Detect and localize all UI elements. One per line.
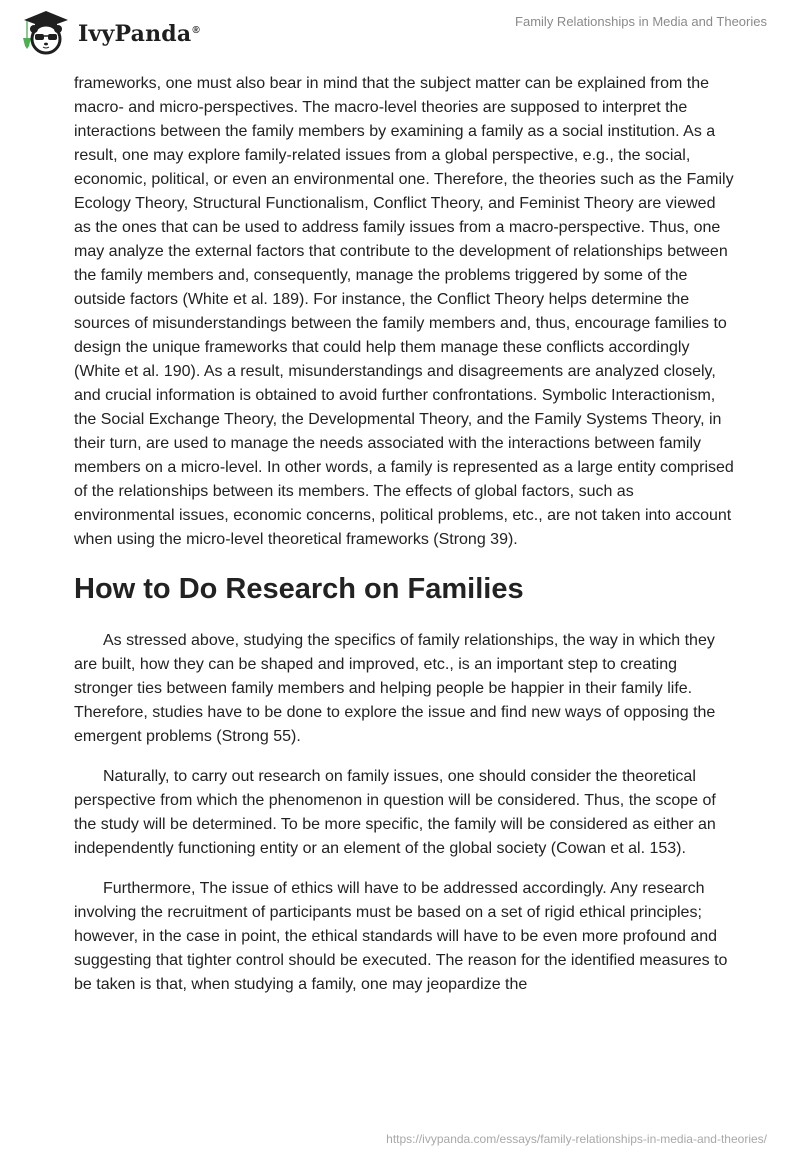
panda-graduate-logo-icon bbox=[18, 8, 74, 56]
page-header bbox=[0, 0, 800, 60]
ivypanda-logo-link[interactable] bbox=[18, 8, 200, 56]
brand-name: IvyPanda® bbox=[78, 21, 200, 47]
section-heading: How to Do Research on Families bbox=[74, 573, 524, 605]
intro-paragraph: frameworks, one must also bear in mind that the subject matter can be explained from the macro- and micro-perspectives. The macro-level theories are supposed to interpret the interactions between the family members by examining a family as a social institution. As a result, one may explore family-related issues from a global perspective, e.g., the social, economic, political, or even an environmental one. Therefore, the theories such as the Family Ecology Theory, Structural Functionalism, Conflict Theory, and Feminist Theory are viewed as the ones that can be used to address family issues from a macro-perspective. Thus, one may analyze the external factors that contribute to the development of relationships between the family members and, consequently, manage the problems triggered by some of the outside factors (White et al. 189). For instance, the Conflict Theory helps determine the sources of misunderstandings between the family members and, thus, encourage families to design the unique frameworks that could help them manage these conflicts accordingly (White et al. 190). As a result, misunderstandings and disagreements are analyzed closely, and crucial information is obtained to avoid further confrontations. Symbolic Interactionism, the Social Exchange Theory, the Developmental Theory, and the Family Systems Theory, in their turn, are used to manage the needs associated with the interactions between family members on a micro-level. In other words, a family is represented as a large entity comprised of the relationships between its members. The effects of global factors, such as environmental issues, economic concerns, political problems, etc., are not taken into account when using the micro-level theoretical frameworks (Strong 39). bbox=[74, 75, 734, 548]
source-url-link[interactable]: https://ivypanda.com/essays/family-relationships-in-media-and-theories/ bbox=[386, 1132, 767, 1146]
body-paragraph-2: Naturally, to carry out research on family issues, one should consider the theoretical perspective from which the phenomenon in question will be considered. Thus, the scope of the study will be determined. To be more specific, the family will be considered as either an independently functioning entity or an element of the global society (Cowan et al. 153). bbox=[74, 768, 716, 857]
registered-mark: ® bbox=[192, 24, 200, 36]
body-paragraph-1: As stressed above, studying the specifics of family relationships, the way in which they are built, how they can be shaped and improved, etc., is an important step to creating stronger ties between family members and helping people be happier in their family life. Therefore, studies have to be done to explore the issue and find new ways of opposing the emergent problems (Strong 55). bbox=[74, 632, 716, 745]
essay-content bbox=[74, 72, 734, 997]
body-paragraph-3: Furthermore, The issue of ethics will have to be addressed accordingly. Any research involving the recruitment of participants must be based on a set of rigid ethical principles; however, in the case in point, the ethical standards will have to be even more profound and suggesting that tighter control should be executed. The reason for the identified measures to be taken is that, when studying a family, one may jeopardize the bbox=[74, 880, 728, 993]
document-title: Family Relationships in Media and Theories bbox=[515, 14, 767, 29]
